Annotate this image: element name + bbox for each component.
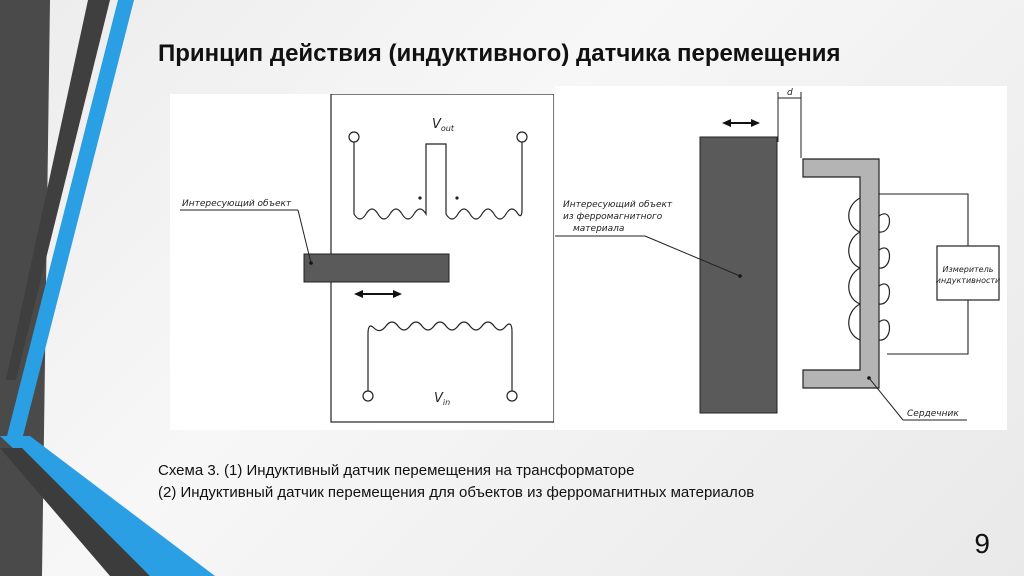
label-object-line3: материала — [573, 224, 625, 234]
primary-coil — [368, 322, 512, 392]
diagram-ferromagnetic-sensor — [555, 86, 1007, 430]
label-meter-line2: индуктивности — [935, 276, 1001, 285]
lead-bottom — [887, 300, 968, 354]
displacement-arrow — [354, 290, 402, 298]
diagram-transformer-sensor — [170, 94, 554, 430]
terminal-in-right — [507, 391, 517, 401]
caption-line-2: (2) Индуктивный датчик перемещения для объектов из ферромагнитных материалов — [158, 484, 755, 501]
magnetic-core — [803, 159, 879, 388]
terminal-out-left — [349, 132, 359, 142]
polarity-dot-left — [418, 196, 421, 199]
core-leader-line — [869, 378, 903, 420]
polarity-dot-right — [455, 196, 458, 199]
page-number: 9 — [974, 528, 990, 559]
label-vin: $V_{in}$ — [434, 391, 451, 407]
displacement-arrow-right — [722, 119, 760, 127]
target-object — [304, 254, 449, 282]
page-title: Принцип действия (индуктивного) датчика перемещения — [158, 40, 841, 67]
label-core: Сердечник — [907, 409, 959, 419]
label-object-line1: Интересующий объект — [563, 200, 673, 210]
secondary-coil-left — [354, 142, 522, 219]
lead-top — [879, 194, 968, 246]
terminal-out-right — [517, 132, 527, 142]
label-target-object: Интересующий объект — [182, 199, 292, 209]
label-object-line2: из ферромагнитного — [563, 212, 663, 222]
label-meter-line1: Измеритель — [942, 265, 994, 274]
terminal-in-left — [363, 391, 373, 401]
label-vout: $V_{out}$ — [432, 117, 455, 133]
label-gap-d: d — [787, 88, 793, 98]
caption-line-1: Схема 3. (1) Индуктивный датчик перемещения на трансформаторе — [158, 462, 635, 479]
figure-caption — [158, 460, 754, 504]
